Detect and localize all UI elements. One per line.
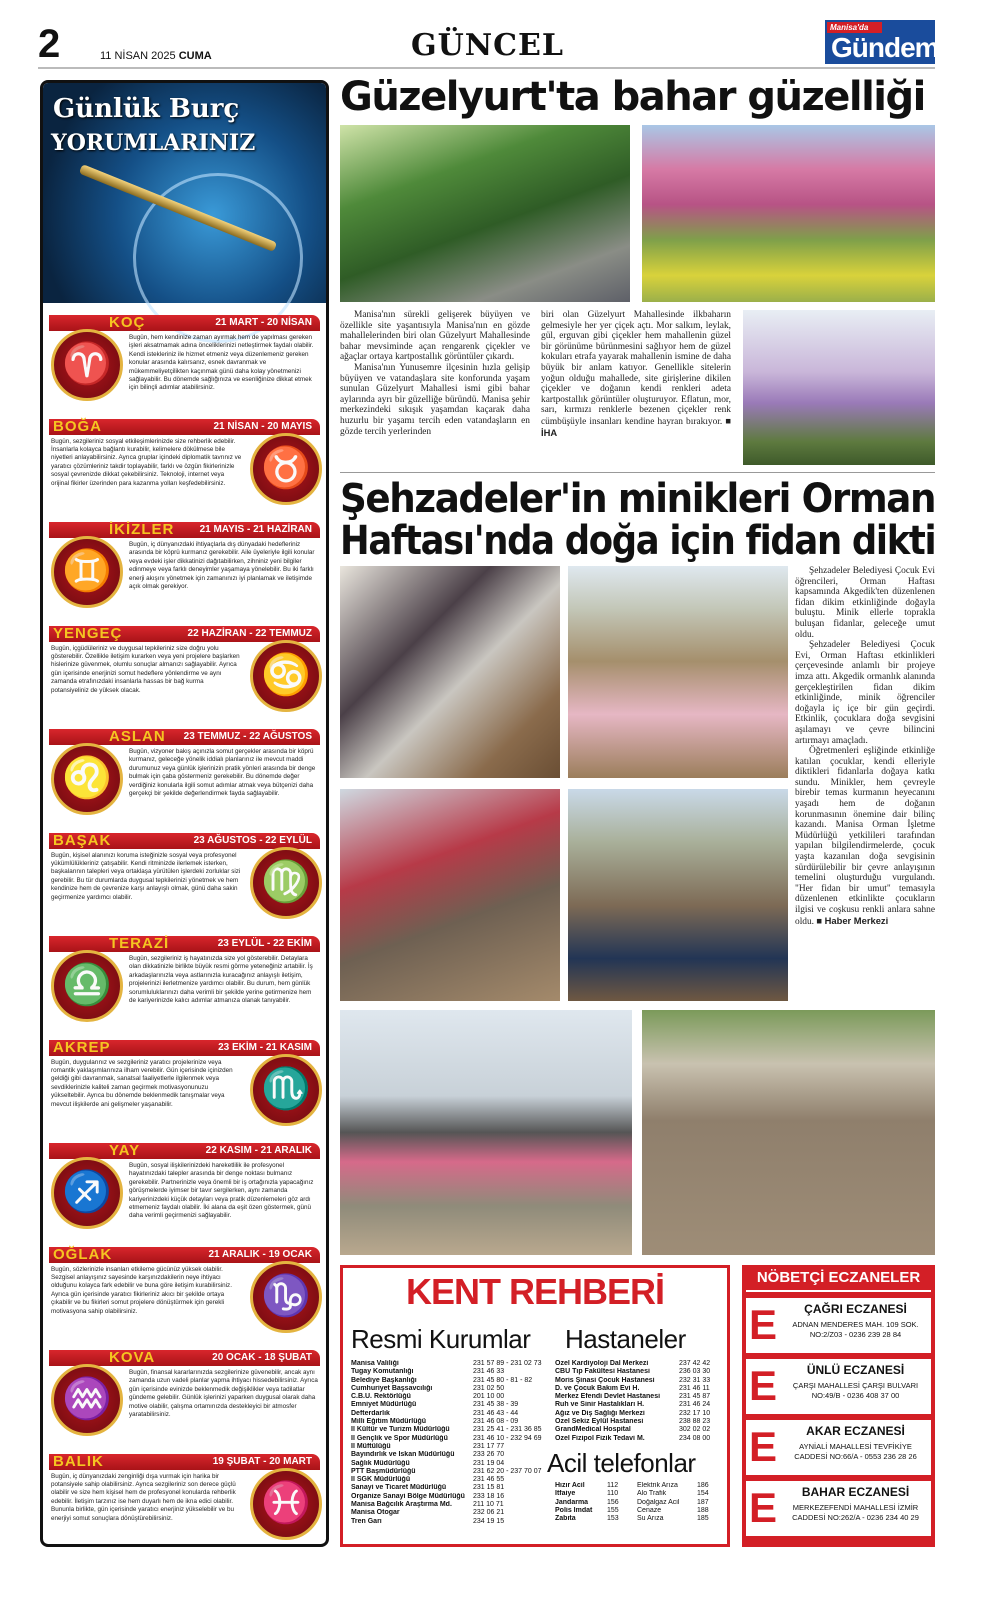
entry-phone: 186	[697, 1482, 709, 1489]
pharmacy-address: MERKEZEFENDİ MAHALLESİ İZMİR CADDESİ NO:262/A - 0236 234 40 29	[792, 1503, 919, 1522]
sign-header-bar	[49, 1454, 320, 1470]
horoscope-sign	[43, 618, 326, 722]
entry-phone: 238 88 23	[679, 1418, 711, 1426]
emergency-list	[555, 1482, 727, 1523]
list-row	[351, 1385, 551, 1393]
entry-name: Moris Şinasi Çocuk Hastanesi	[555, 1376, 655, 1384]
list-row	[351, 1435, 551, 1443]
photo-pink-tree	[642, 125, 935, 302]
pharmacy-address: ADNAN MENDERES MAH. 109 SOK. NO:2/Z03 - 0236 239 28 84	[792, 1320, 919, 1339]
entry-name: Bayındırlık ve İskan Müdürlüğü	[351, 1451, 455, 1459]
list-row	[351, 1401, 551, 1409]
sign-text: Bugün, duygularınız ve sezgileriniz yaratıcı projelerinize veya romantik yaklaşımlarınıza ilham verebilir. Gün içerisinde içinizden geldiği gibi davranmak, sanatsal faaliyetlerle ilgilenmek veya sevdiklerinizle kaliteli zaman geçirmek motivasyonunuzu yükseltebilir. Ayrıca bu dönemde beklenmedik tanışmalar veya mevcut ilişkilerde ani gelişmeler yaşanabilir.	[51, 1058, 233, 1108]
article1-paragraph: biri olan Güzelyurt Mahallesinde ilkbaharın gelmesiyle her yer çiçek açtı. Mor salkım, leylak, gül, erguvan gibi çiçekler hem mahallenin güzel bir görünüme bürünmesini sağlıyor hem de güzel kokuları etrafa yayarak mahallenin ismine de daha büyük bir anlam katıyor. Genellikle sitelerin yoğun olduğu mahallede, site girişlerine dikilen çiçekler ve doğanın kendi renkleri adeta kartpostallık görüntüler oluşturuyor. Eflatun, mor, sarı, kırmızı renklerle bezenen çiçekler renk cümbüşüyle insanları kendine hayran bırakıyor.	[541, 310, 731, 427]
pharmacy-address: ÇARŞI MAHALLESİ ÇARŞI BULVARI NO:49/B - 0236 408 37 00	[792, 1381, 919, 1400]
horoscope-sign	[43, 1032, 326, 1136]
sign-dates: 23 EKİM - 21 KASIM	[218, 1041, 312, 1053]
entry-name: Belediye Başkanlığı	[351, 1376, 417, 1384]
sign-dates: 21 ARALIK - 19 OCAK	[208, 1248, 312, 1260]
entry-name: D. ve Çocuk Bakım Evi H.	[555, 1384, 640, 1392]
horoscope-subtitle: YORUMLARINIZ	[51, 130, 256, 156]
entry-phone: 232 17 10	[679, 1409, 711, 1417]
horoscope-title: Günlük Burç	[53, 94, 240, 124]
sign-text: Bugün, iç dünyanızdaki zenginliği dışa vurmak için harika bir potansiyele sahip olabilirsiniz. Ayrıca sezgileriniz son derece güçlü olabilir ve size hem kişisel hem de profesyonel konularda rehberlik edebilir. İletişim tarzınız ise hem duyarlı hem de ikna edici olabilir. Bununla birlikte, gün içerisinde yaratıcı enerjiniz yükselebilir ve bu enerjiyi somut sonuçlara dönüştürebilirsiniz.	[51, 1472, 236, 1522]
hospital-list	[555, 1360, 727, 1443]
entry-phone: 156	[607, 1498, 619, 1506]
list-row	[351, 1360, 551, 1368]
entry-phone: 231 25 41 - 231 36 85	[473, 1426, 542, 1434]
entry-name: Organize Sanayi Bölge Müdürlüğü	[351, 1492, 465, 1500]
horoscope-sign	[43, 928, 326, 1032]
photo-wisteria	[743, 310, 935, 465]
zodiac-3-icon: ♊	[51, 536, 123, 608]
pharmacy-card	[746, 1481, 931, 1536]
hospitals-heading: Hastaneler	[565, 1324, 686, 1354]
sign-name: OĞLAK	[53, 1245, 113, 1263]
article1-col2	[541, 310, 731, 439]
entry-phone: 231 02 50	[473, 1384, 505, 1392]
logo-top: Manisa'da	[827, 22, 882, 33]
article1-headline: Güzelyurt'ta bahar güzelliği	[340, 74, 925, 120]
entry-phone: 154	[697, 1490, 709, 1498]
article-divider	[340, 472, 935, 473]
photo-children-planting-4	[568, 789, 788, 1001]
list-row	[555, 1435, 727, 1443]
entry-phone: 187	[697, 1498, 709, 1506]
entry-name: CBÜ Tıp Fakültesi Hastanesi	[555, 1368, 650, 1376]
pharmacy-name: BAHAR ECZANESİ	[801, 1485, 910, 1499]
entry-name: İtfaiye	[555, 1490, 576, 1498]
list-row	[555, 1482, 727, 1490]
list-row	[351, 1518, 551, 1526]
entry-phone: 231 46 24	[679, 1401, 711, 1409]
entry-name: Zabıta	[555, 1515, 576, 1523]
horoscope-sign	[43, 411, 326, 515]
zodiac-11-icon: ♒	[51, 1364, 123, 1436]
list-row	[555, 1368, 727, 1376]
list-row	[351, 1476, 551, 1484]
entry-phone: 231 46 10 - 232 94 69	[473, 1434, 542, 1442]
list-row	[555, 1418, 727, 1426]
photo-group	[340, 1010, 632, 1255]
list-row	[555, 1393, 727, 1401]
zodiac-4-icon: ♋	[250, 640, 322, 712]
entry-phone: 232 06 21	[473, 1509, 505, 1517]
sign-name: BAŞAK	[53, 831, 112, 849]
zodiac-9-icon: ♐	[51, 1157, 123, 1229]
sign-list	[43, 303, 326, 1547]
article1-col1	[340, 310, 530, 437]
entry-phone: 302 02 02	[679, 1426, 711, 1434]
list-row	[351, 1509, 551, 1517]
entry-name: Özel Fizipol Fizik Tedavi M.	[555, 1434, 645, 1442]
entry-phone: 188	[697, 1506, 709, 1514]
list-row	[351, 1393, 551, 1401]
pharmacy-name: AKAR ECZANESİ	[806, 1424, 905, 1438]
sign-dates: 23 TEMMUZ - 22 AĞUSTOS	[183, 731, 312, 742]
photo-children-planting-1	[340, 566, 560, 778]
sign-dates: 21 MART - 20 NİSAN	[215, 317, 312, 328]
entry-name: Manisa Valiliği	[351, 1360, 399, 1367]
zodiac-5-icon: ♌	[51, 743, 123, 815]
entry-phone: 231 17 77	[473, 1442, 505, 1450]
sign-header-bar	[49, 419, 320, 435]
entry-name: Emniyet Müdürlüğü	[351, 1401, 417, 1409]
sign-text: Bugün, sezgileriniz iş hayatınızda size yol gösterebilir. Detaylara olan dikkatinizle birlikte büyük resmi görme yeteneğiniz artabilir. İş arkadaşlarınızla veya astlarınızla kuracağınız anlayışlı iletişim, projelerinizi ilerletmenize yardımcı olabilir. Bu durum, hem günlük sorumluluklarınızı daha verimli bir şekilde yerine getirmenize hem de kariyerinizde kalıcı adımlar atmanıza olanak tanıyabilir.	[129, 955, 313, 1005]
zodiac-6-icon: ♍	[250, 847, 322, 919]
entry-phone: 153	[607, 1515, 619, 1523]
entry-phone: 231 45 38 - 39	[473, 1401, 519, 1409]
zodiac-2-icon: ♉	[250, 433, 322, 505]
entry-phone: 237 42 42	[679, 1360, 711, 1367]
article1-headline-box	[340, 76, 935, 118]
entry-phone: 231 46 55	[473, 1476, 505, 1484]
zodiac-7-icon: ♎	[51, 950, 123, 1022]
article1-paragraph: Manisa'nın Yunusemre ilçesinin hızla gelişip büyüyen ve vatandaşlara site konforunda yaşam sunulan Güzelyurt Mahallesi ismi gibi bahar aylarında ayrı bir güzelliğe büründü. Manisa şehir merkezindeki sıkışık yaşamdan kaçarak daha huzurlu bir yaşamı tercih eden vatandaşların en gözde tercih yerlerinden	[340, 362, 530, 437]
sign-name: KOÇ	[109, 314, 146, 331]
pharmacies-title: NÖBETÇİ ECZANELER	[746, 1269, 931, 1292]
sign-header-bar	[49, 1040, 320, 1056]
horoscope-sign	[43, 721, 326, 825]
list-row	[351, 1484, 551, 1492]
pharmacy-list	[746, 1298, 931, 1536]
entry-name: Cumhuriyet Başsavcılığı	[351, 1384, 433, 1392]
entry-name: Hızır Acil	[555, 1482, 585, 1489]
entry-phone: 231 46 08 - 09	[473, 1418, 519, 1426]
pharmacy-name: ÜNLÜ ECZANESİ	[806, 1363, 905, 1377]
entry-name: PTT Başmüdürlüğü	[351, 1467, 416, 1475]
entry-name: Sağlık Müdürlüğü	[351, 1459, 410, 1467]
list-row	[555, 1515, 727, 1523]
entry-phone: 234 19 15	[473, 1517, 505, 1525]
pharmacy-card	[746, 1359, 931, 1414]
entry-name: İl Kültür ve Turizm Müdürlüğü	[351, 1426, 450, 1434]
article1-source: ■ İHA	[541, 414, 731, 438]
entry-name: Polis İmdat	[555, 1506, 593, 1514]
list-row	[351, 1426, 551, 1434]
horoscope-column	[40, 80, 329, 1547]
list-row	[555, 1401, 727, 1409]
entry-name: Tugay Komutanlığı	[351, 1368, 414, 1376]
list-row	[555, 1385, 727, 1393]
section-title: GÜNCEL	[410, 28, 565, 63]
article2-paragraph: Şehzadeler Belediyesi Çocuk Evi öğrencileri, Orman Haftası kapsamında Akgedik'ten düzenlenen fidan dikim etkinliğinde doğayla buluştu. Minik ellerle toprakla buluşan fidanlar, geleceğe umut oldu.	[795, 566, 935, 640]
photo-children-planting-3	[340, 789, 560, 1001]
pharmacy-e-icon: E	[749, 1423, 778, 1470]
horoscope-sign	[43, 307, 326, 411]
entry-name: Merkez Efendi Devlet Hastanesi	[555, 1393, 661, 1401]
horoscope-banner	[43, 83, 326, 303]
sign-text: Bugün, sosyal ilişkilerinizdeki hareketlilik ile profesyonel hayatınızdaki talepler arasında bir denge noktası bulmanız gerekebilir. Partnerinizle veya önemli bir iş ortağınızla yapacağınız görüşmelerde iyimser bir tavır sergilerken, aynı zamanda kariyerinizdeki küçük detayları veya pratik düzenlemeleri göz ardı etmemeniz faydalı olabilir. İki alana da eşit özen göstermek, günü daha verimli geçirmenizi sağlayabilir.	[129, 1162, 314, 1220]
list-row	[351, 1460, 551, 1468]
entry-name: Tren Garı	[351, 1517, 382, 1525]
entry-phone: 231 45 87	[679, 1393, 711, 1401]
sign-name: KOVA	[109, 1349, 156, 1366]
list-row	[351, 1501, 551, 1509]
horoscope-sign	[43, 1239, 326, 1343]
zodiac-8-icon: ♏	[250, 1054, 322, 1126]
entry-name: Alo Trafik	[637, 1490, 667, 1498]
entry-name: Jandarma	[555, 1498, 589, 1506]
logo-main: Gündem	[831, 32, 939, 63]
photo-children-planting-2	[568, 566, 788, 778]
official-list	[351, 1360, 551, 1526]
pharmacy-card	[746, 1298, 931, 1353]
sign-name: ASLAN	[109, 728, 166, 745]
sign-header-bar	[49, 626, 320, 642]
sign-text: Bugün, finansal kararlarınızda sezgilerinize güvenebilir, ancak aynı zamanda uzun vadeli planlar yapma ihtiyacı hissedebilirsiniz. Ayrıca gün içerisinde evinizde beklenmedik değişiklikler veya tadilatlar gündeme gelebilir. Günlük işlerinizi yaparken duygusal olarak daha motive olabilir, çalışma ortamınızda destekleyici bir atmosfer yaratabilirsiniz.	[129, 1369, 318, 1419]
sign-dates: 23 AĞUSTOS - 22 EYLÜL	[193, 834, 312, 846]
entry-name: GrandMedical Hospital	[555, 1426, 631, 1434]
zodiac-10-icon: ♑	[250, 1261, 322, 1333]
sign-text: Bugün, vizyoner bakış açınızla somut gerçekler arasında bir köprü kurmanız, geleceğe yönelik iddialı planlarınız ile mevcut maddi durumunuz veya günlük işlerinizin pratik yönleri arasında bir denge bulmak için çaba göstermeniz gerekebilir. Bu dönemde değer verdiğiniz konularla ilgili somut adımlar atmak veya bütçenizi daha gerçekçi bir şekilde değerlendirmek fayda sağlayabilir.	[129, 748, 316, 798]
list-row	[351, 1368, 551, 1376]
pharmacy-card	[746, 1420, 931, 1475]
article2-paragraph: Öğretmenleri eşliğinde etkinliğe katılan çocuklar, kendi elleriyle diktikleri fidanlarla doğaya katkı sundu. Minikler, hem çevreyle birebir temas kurmanın heyecanını yaşadı hem de doğanın korunmasının önemine dair bilinç kazandı. Manisa Orman İşletme Müdürlüğü yetkilileri tarafından yapılan bilgilendirmelerde, çocuk yaşta kazanılan doğa sevgisinin sürdürülebilir bir çevre anlayışının temelini oluşturduğu vurgulandı. "Her fidan bir umut" temasıyla düzenlenen etkinlikte çocukların ilgisi ve coşkusu renkli anlara sahne oldu.	[795, 746, 935, 927]
article2-text	[795, 566, 935, 927]
sign-dates: 21 MAYIS - 21 HAZİRAN	[199, 524, 312, 535]
entry-phone: 232 31 33	[679, 1376, 711, 1384]
entry-name: Doğalgaz Acil	[637, 1498, 680, 1506]
entry-phone: 155	[607, 1506, 619, 1514]
entry-name: Su Arıza	[637, 1515, 664, 1523]
entry-phone: 231 57 89 - 231 02 73	[473, 1360, 542, 1367]
entry-phone: 231 15 81	[473, 1484, 505, 1492]
entry-name: Özel Kardiyoloji Dal Merkezi	[555, 1360, 649, 1367]
sign-dates: 19 ŞUBAT - 20 MART	[212, 1455, 312, 1467]
photo-street-flowers	[340, 125, 630, 302]
list-row	[351, 1451, 551, 1459]
entry-name: İl SGK Müdürlüğü	[351, 1476, 411, 1484]
sign-text: Bugün, sezgileriniz sosyal etkileşimlerinizde size rehberlik edebilir. İnsanlarla kolayca bağlantı kurabilir, kelimelere dökülmese bile niyetleri anlayabilirsiniz. Ayrıca gruplar içindeki diplomatik tavrınız ve yaratıcı çözümleriniz takdir toplayabilir, farklı ve özgün fikirlerinizle sosyal çevrenizde dikkat çekebilirsiniz. Teknoloji, internet veya orijinal fikirler üzerinden para kazanma yolları keşfedebilirsiniz.	[51, 437, 242, 487]
sign-name: YAY	[109, 1142, 141, 1159]
horoscope-sign	[43, 1446, 326, 1548]
list-row	[351, 1443, 551, 1451]
list-row	[555, 1360, 727, 1368]
sign-name: İKİZLER	[109, 521, 175, 538]
day-text: CUMA	[178, 50, 212, 62]
official-institutions-heading: Resmi Kurumlar	[351, 1324, 531, 1354]
list-row	[351, 1410, 551, 1418]
entry-phone: 112	[607, 1482, 619, 1489]
entry-name: Elektrik Arıza	[637, 1482, 678, 1489]
header-divider	[38, 67, 935, 69]
entry-phone: 233 18 16	[473, 1492, 505, 1500]
entry-phone: 233 26 70	[473, 1451, 505, 1459]
entry-name: Cenaze	[637, 1506, 662, 1514]
zodiac-1-icon: ♈	[51, 329, 123, 401]
entry-name: Manisa Bağcılık Araştırma Md.	[351, 1501, 452, 1509]
sign-text: Bugün, iç dünyanızdaki ihtiyaçlarla dış dünyadaki hedefleriniz arasında bir köprü kurmanız gerekebilir. Aile üyeleriyle ilgili konular veya evdeki işler dikkatinizi dağıtabilirken, zihniniz yeni bilgiler edinmeye veya farklı deneyimler yaşamaya yönelebilir. Bu iki farklı enerji akışını yönetmek için zamanınızı iyi planlamak ve iletişimde açık olmak gerekiyor.	[129, 541, 315, 591]
pharmacy-address: AYNİALİ MAHALLESİ TEVFİKİYE CADDESİ NO:66/A - 0553 236 28 26	[794, 1442, 917, 1461]
entry-phone: 110	[607, 1490, 619, 1498]
list-row	[555, 1426, 727, 1434]
sign-text: Bugün, sözlerinizle insanları etkileme gücünüz yüksek olabilir. Sezgisel anlayışınız sayesinde karşınızdakilerin neye ihtiyacı olduğunu kolayca fark edebilir ve buna göre iletişim kurabilirsiniz. Ayrıca gün içerisinde yaratıcı fikirleriniz akıcı bir şekilde ortaya çıkabilir ve bu fikirleri somut projelere dönüştürmek için gerekli motivasyona sahip olabilirsiniz.	[51, 1265, 232, 1315]
sign-name: YENGEÇ	[53, 624, 123, 642]
article2-paragraph: Şehzadeler Belediyesi Çocuk Evi, Orman Haftası etkinlikleri çerçevesinde anlamlı bir projeye imza attı. Akgedik ormanlık alanında gerçekleştirilen fidan dikim etkinliğinde, minik öğrenciler doğayla iç içe bir gün geçirdi. Etkinlik, çocuklara doğa sevgisini aşılamayı ve çevre bilincini artırmayı amaçladı.	[795, 640, 935, 746]
entry-phone: 231 46 11	[679, 1384, 710, 1392]
newspaper-logo	[825, 20, 939, 64]
entry-name: Özel Sekiz Eylül Hastanesi	[555, 1418, 644, 1426]
article2-headline	[340, 478, 935, 562]
entry-phone: 231 46 43 - 44	[473, 1409, 519, 1417]
entry-name: İl Müftülüğü	[351, 1442, 391, 1450]
date-text: 11 NİSAN 2025	[100, 50, 176, 62]
entry-phone: 231 45 80 - 81 - 82	[473, 1376, 533, 1384]
article2-source: ■ Haber Merkezi	[816, 914, 889, 926]
list-row	[555, 1377, 727, 1385]
entry-name: Ruh ve Sinir Hastalıkları H.	[555, 1401, 645, 1409]
headline-line: Şehzadeler'in minikleri Orman	[340, 476, 936, 522]
sign-dates: 23 EYLÜL - 22 EKİM	[217, 938, 312, 949]
sign-dates: 20 OCAK - 18 ŞUBAT	[212, 1352, 312, 1363]
entry-phone: 234 08 00	[679, 1434, 711, 1442]
sign-text: Bugün, içgüdüleriniz ve duygusal tepkileriniz size doğru yolu gösterebilir. Özellikle iletişim kurarken veya yeni projelere başlarken hislerinize güvenmek, olumlu sonuçlar almanızı sağlayabilir. Ayrıca gün içerisinde enerjinizi somut hedeflere yönlendirme ve aynı zamanda etrafınızdaki insanlarla hassas bir bağ kurma potansiyeliniz de yüksek olacak.	[51, 644, 240, 694]
entry-phone: 231 19 04	[473, 1459, 505, 1467]
sign-text: Bugün, hem kendinize zaman ayırmak hem de yapılması gereken işleri aksatmamak adına önceliklerinizi netleştirmek faydalı olabilir. Kendi istekleriniz ile hizmet etmeniz veya düzenlemeniz gereken konular arasında kalırsanız, esnek davranmak ve mükemmeliyetçilikten kaçınmak günü daha kolay yönetmenizi sağlayabilir. Bu dönemde sağlığınıza ve esenliğinize dikkat etmek için bilinçli adımlar atabilirsiniz.	[129, 334, 314, 392]
entry-name: Sanayi ve Ticaret Müdürlüğü	[351, 1484, 447, 1492]
list-row	[351, 1468, 551, 1476]
sign-dates: 21 NİSAN - 20 MAYIS	[213, 420, 312, 432]
entry-phone: 201 10 00	[473, 1393, 505, 1401]
sign-header-bar	[49, 833, 320, 849]
pharmacy-e-icon: E	[749, 1362, 778, 1409]
list-row	[351, 1418, 551, 1426]
city-guide-title: KENT REHBERİ	[405, 1271, 665, 1312]
entry-name: Defterdarlık	[351, 1409, 390, 1417]
city-guide	[340, 1265, 730, 1547]
pharmacy-e-icon: E	[749, 1301, 778, 1348]
list-row	[555, 1499, 727, 1507]
list-row	[351, 1493, 551, 1501]
photo-aerial-field	[642, 1010, 935, 1255]
sign-text: Bugün, kişisel alanınızı koruma isteğinizle sosyal veya profesyonel yükümlülükleriniz çatışabilir. Kendi ritminizde ilerlemek isterken, başkalarının talepleri veya ortaklaşa yürütülen işlerdeki zorluklar sizi gerebilir. Bu tür durumlarda duygusal tepkilerinizi yönetmek ve hem kendinize hem de çevrenize karşı anlayışlı olmak, günü daha sakin geçirmenize yardımcı olabilir.	[51, 851, 241, 901]
entry-name: Manisa Otogar	[351, 1509, 400, 1517]
list-row	[555, 1507, 727, 1515]
entry-phone: 236 03 30	[679, 1368, 711, 1376]
entry-phone: 231 46 33	[473, 1368, 505, 1376]
headline-line: Haftası'nda doğa için fidan dikti	[340, 518, 936, 564]
sign-name: TERAZİ	[109, 935, 170, 952]
article1-paragraph: Manisa'nın sürekli gelişerek büyüyen ve özellikle site yaşantısıyla Manisa'nın en gözde mahallelerinden biri olan Güzelyurt Mahallesinde bahar mevsiminde açan rengarenk çiçekler ve ağaçlar ortaya kartpostallık görüntüler çıkardı.	[340, 310, 530, 363]
emergency-heading: Acil telefonlar	[547, 1448, 696, 1478]
pharmacies-on-duty	[742, 1265, 935, 1547]
entry-phone: 231 62 20 - 237 70 07	[473, 1467, 542, 1475]
list-row	[555, 1410, 727, 1418]
sign-name: BALIK	[53, 1452, 104, 1470]
entry-name: İl Gençlik ve Spor Müdürlüğü	[351, 1434, 448, 1442]
list-row	[555, 1490, 727, 1498]
sign-dates: 22 HAZİRAN - 22 TEMMUZ	[187, 627, 312, 639]
entry-phone: 185	[697, 1515, 709, 1523]
pharmacy-e-icon: E	[749, 1484, 778, 1531]
horoscope-sign	[43, 1135, 326, 1239]
list-row	[351, 1377, 551, 1385]
entry-name: Milli Eğitim Müdürlüğü	[351, 1418, 427, 1426]
page-number: 2	[38, 22, 61, 66]
entry-name: Ağız ve Diş Sağlığı Merkezi	[555, 1409, 645, 1417]
entry-name: C.B.Ü. Rektörlüğü	[351, 1393, 411, 1401]
entry-phone: 211 10 71	[473, 1501, 504, 1509]
sign-name: BOĞA	[53, 417, 102, 435]
pharmacy-name: ÇAĞRI ECZANESİ	[804, 1302, 907, 1316]
horoscope-sign	[43, 1342, 326, 1446]
sign-header-bar	[49, 1247, 320, 1263]
sign-name: AKREP	[53, 1038, 111, 1056]
sign-dates: 22 KASIM - 21 ARALIK	[205, 1145, 312, 1156]
horoscope-sign	[43, 825, 326, 929]
zodiac-12-icon: ♓	[250, 1468, 322, 1540]
horoscope-sign	[43, 514, 326, 618]
